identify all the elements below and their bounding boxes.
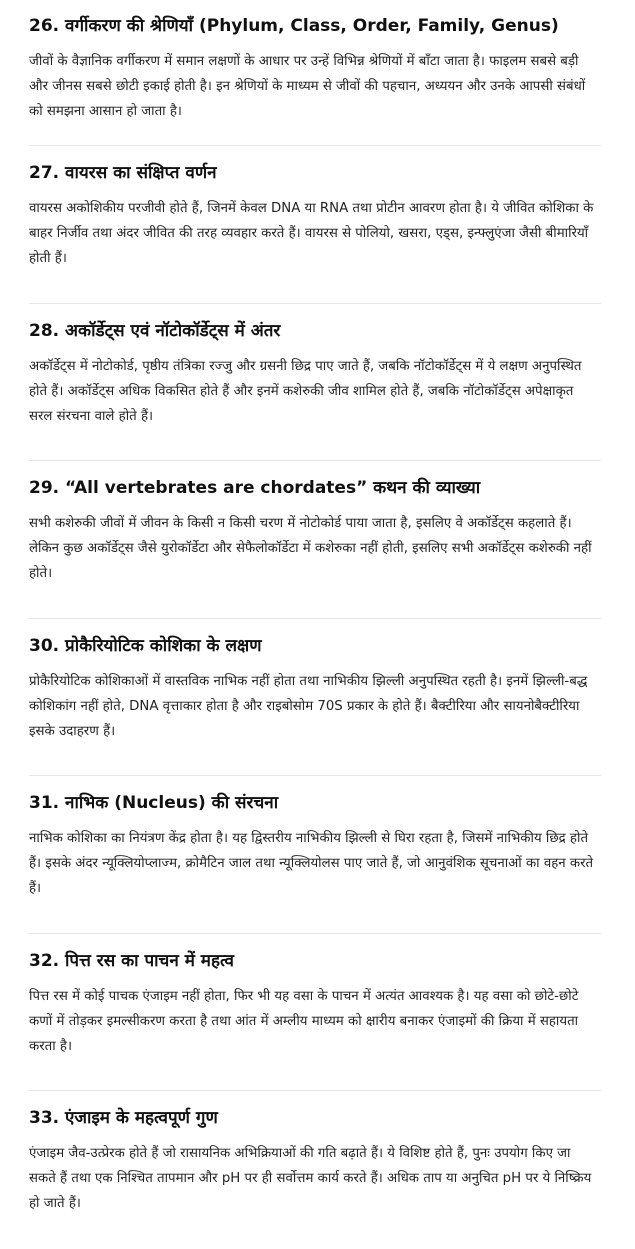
section-body: सभी कशेरुकी जीवों में जीवन के किसी न किसी चरण में नोटोकोर्ड पाया जाता है, इसलिए वे अकॉर्डेट्स कहलाते हैं। लेकिन कुछ अकॉर्डेट्स जैसे युरोकॉर्डेटा और सेफैलोकॉर्डेटा में कशेरुका नहीं होती, इसलिए सभी अकॉर्डेट्स कशेरुकी नहीं होते।: [29, 516, 592, 581]
section-heading: 26. वर्गीकरण की श्रेणियाँ (Phylum, Class, Order, Family, Genus): [29, 16, 559, 36]
section-heading: 32. पित्त रस का पाचन में महत्व: [29, 950, 234, 971]
section-heading: 30. प्रोकैरियोटिक कोशिका के लक्षण: [29, 635, 262, 656]
section-29: [29, 461, 601, 619]
section-body: जीवों के वैज्ञानिक वर्गीकरण में समान लक्षणों के आधार पर उन्हें विभिन्न श्रेणियों में बाँटा जाता है। फाइलम सबसे बड़ी और जीनस सबसे छोटी इकाई होती है। इन श्रेणियों के माध्यम से जीवों की पहचान, अध्ययन और उनके आपसी संबंधों को समझना आसान हो जाता है।: [29, 54, 586, 119]
section-body: पित्त रस में कोई पाचक एंजाइम नहीं होता, फिर भी यह वसा के पाचन में अत्यंत आवश्यक है। यह वसा को छोटे-छोटे कणों में तोड़कर इमल्सीकरण करता है तथा आंत में अम्लीय माध्यम को क्षारीय बनाकर एंजाइमों की क्रिया में सहायता करता है।: [29, 988, 579, 1054]
section-body: वायरस अकोशिकीय परजीवी होते हैं, जिनमें केवल DNA या RNA तथा प्रोटीन आवरण होता है। ये जीवित कोशिका के बाहर निर्जीव तथा अंदर जीवित की तरह व्यवहार करते हैं। वायरस से पोलियो, खसरा, एड्स, इन्फ्लुएंजा जैसी बीमारियाँ होती हैं।: [29, 201, 594, 266]
section-33: [29, 1091, 601, 1249]
section-heading: 31. नाभिक (Nucleus) की संरचना: [29, 793, 279, 813]
section-heading: 33. एंजाइम के महत्वपूर्ण गुण: [29, 1108, 218, 1128]
section-heading: 29. “All vertebrates are chordates” कथन की व्याख्या: [29, 478, 481, 498]
section-body: अकॉर्डेट्स में नोटोकोर्ड, पृष्ठीय तंत्रिका रज्जु और ग्रसनी छिद्र पाए जाते हैं, जबकि नॉटोकॉर्डेट्स में ये लक्षण अनुपस्थित होते हैं। अकॉर्डेट्स अधिक विकसित होते हैं और इनमें कशेरुकी जीव शामिल होते हैं, जबकि नॉटोकॉर्डेट्स अपेक्षाकृत सरल संरचना वाले होते हैं।: [29, 358, 582, 424]
section-body: नाभिक कोशिका का नियंत्रण केंद्र होता है। यह द्विस्तरीय नाभिकीय झिल्ली से घिरा रहता है, जिसमें नाभिकीय छिद्र होते हैं। इसके अंदर न्यूक्लियोप्लाज्म, क्रोमैटिन जाल तथा न्यूक्लियोलस पाए जाते हैं, जो आनुवंशिक सूचनाओं का वहन करते हैं।: [29, 831, 594, 896]
section-body: एंजाइम जैव-उत्प्रेरक होते हैं जो रासायनिक अभिक्रियाओं की गति बढ़ाते हैं। ये विशिष्ट होते हैं, पुनः उपयोग किए जा सकते हैं तथा एक निश्चित तापमान और pH पर ही सर्वोत्तम कार्य करते हैं। अधिक ताप या अनुचित pH पर ये निष्क्रिय हो जाते हैं।: [29, 1146, 592, 1211]
section-32: [29, 934, 601, 1092]
section-heading: 28. अकॉर्डेट्स एवं नॉटोकॉर्डेट्स में अंतर: [29, 320, 281, 341]
section-31: [29, 776, 601, 934]
section-26: [29, 0, 601, 146]
section-27: [29, 146, 601, 304]
section-30: [29, 619, 601, 777]
section-heading: 27. वायरस का संक्षिप्त वर्णन: [29, 163, 217, 183]
section-28: [29, 304, 601, 462]
section-body: प्रोकैरियोटिक कोशिकाओं में वास्तविक नाभिक नहीं होता तथा नाभिकीय झिल्ली अनुपस्थित रहती है। इनमें झिल्ली-बद्ध कोशिकांग नहीं होते, DNA वृत्ताकार होता है और राइबोसोम 70S प्रकार के होते हैं। बैक्टीरिया और सायनोबैक्टीरिया इसके उदाहरण हैं।: [29, 673, 588, 739]
